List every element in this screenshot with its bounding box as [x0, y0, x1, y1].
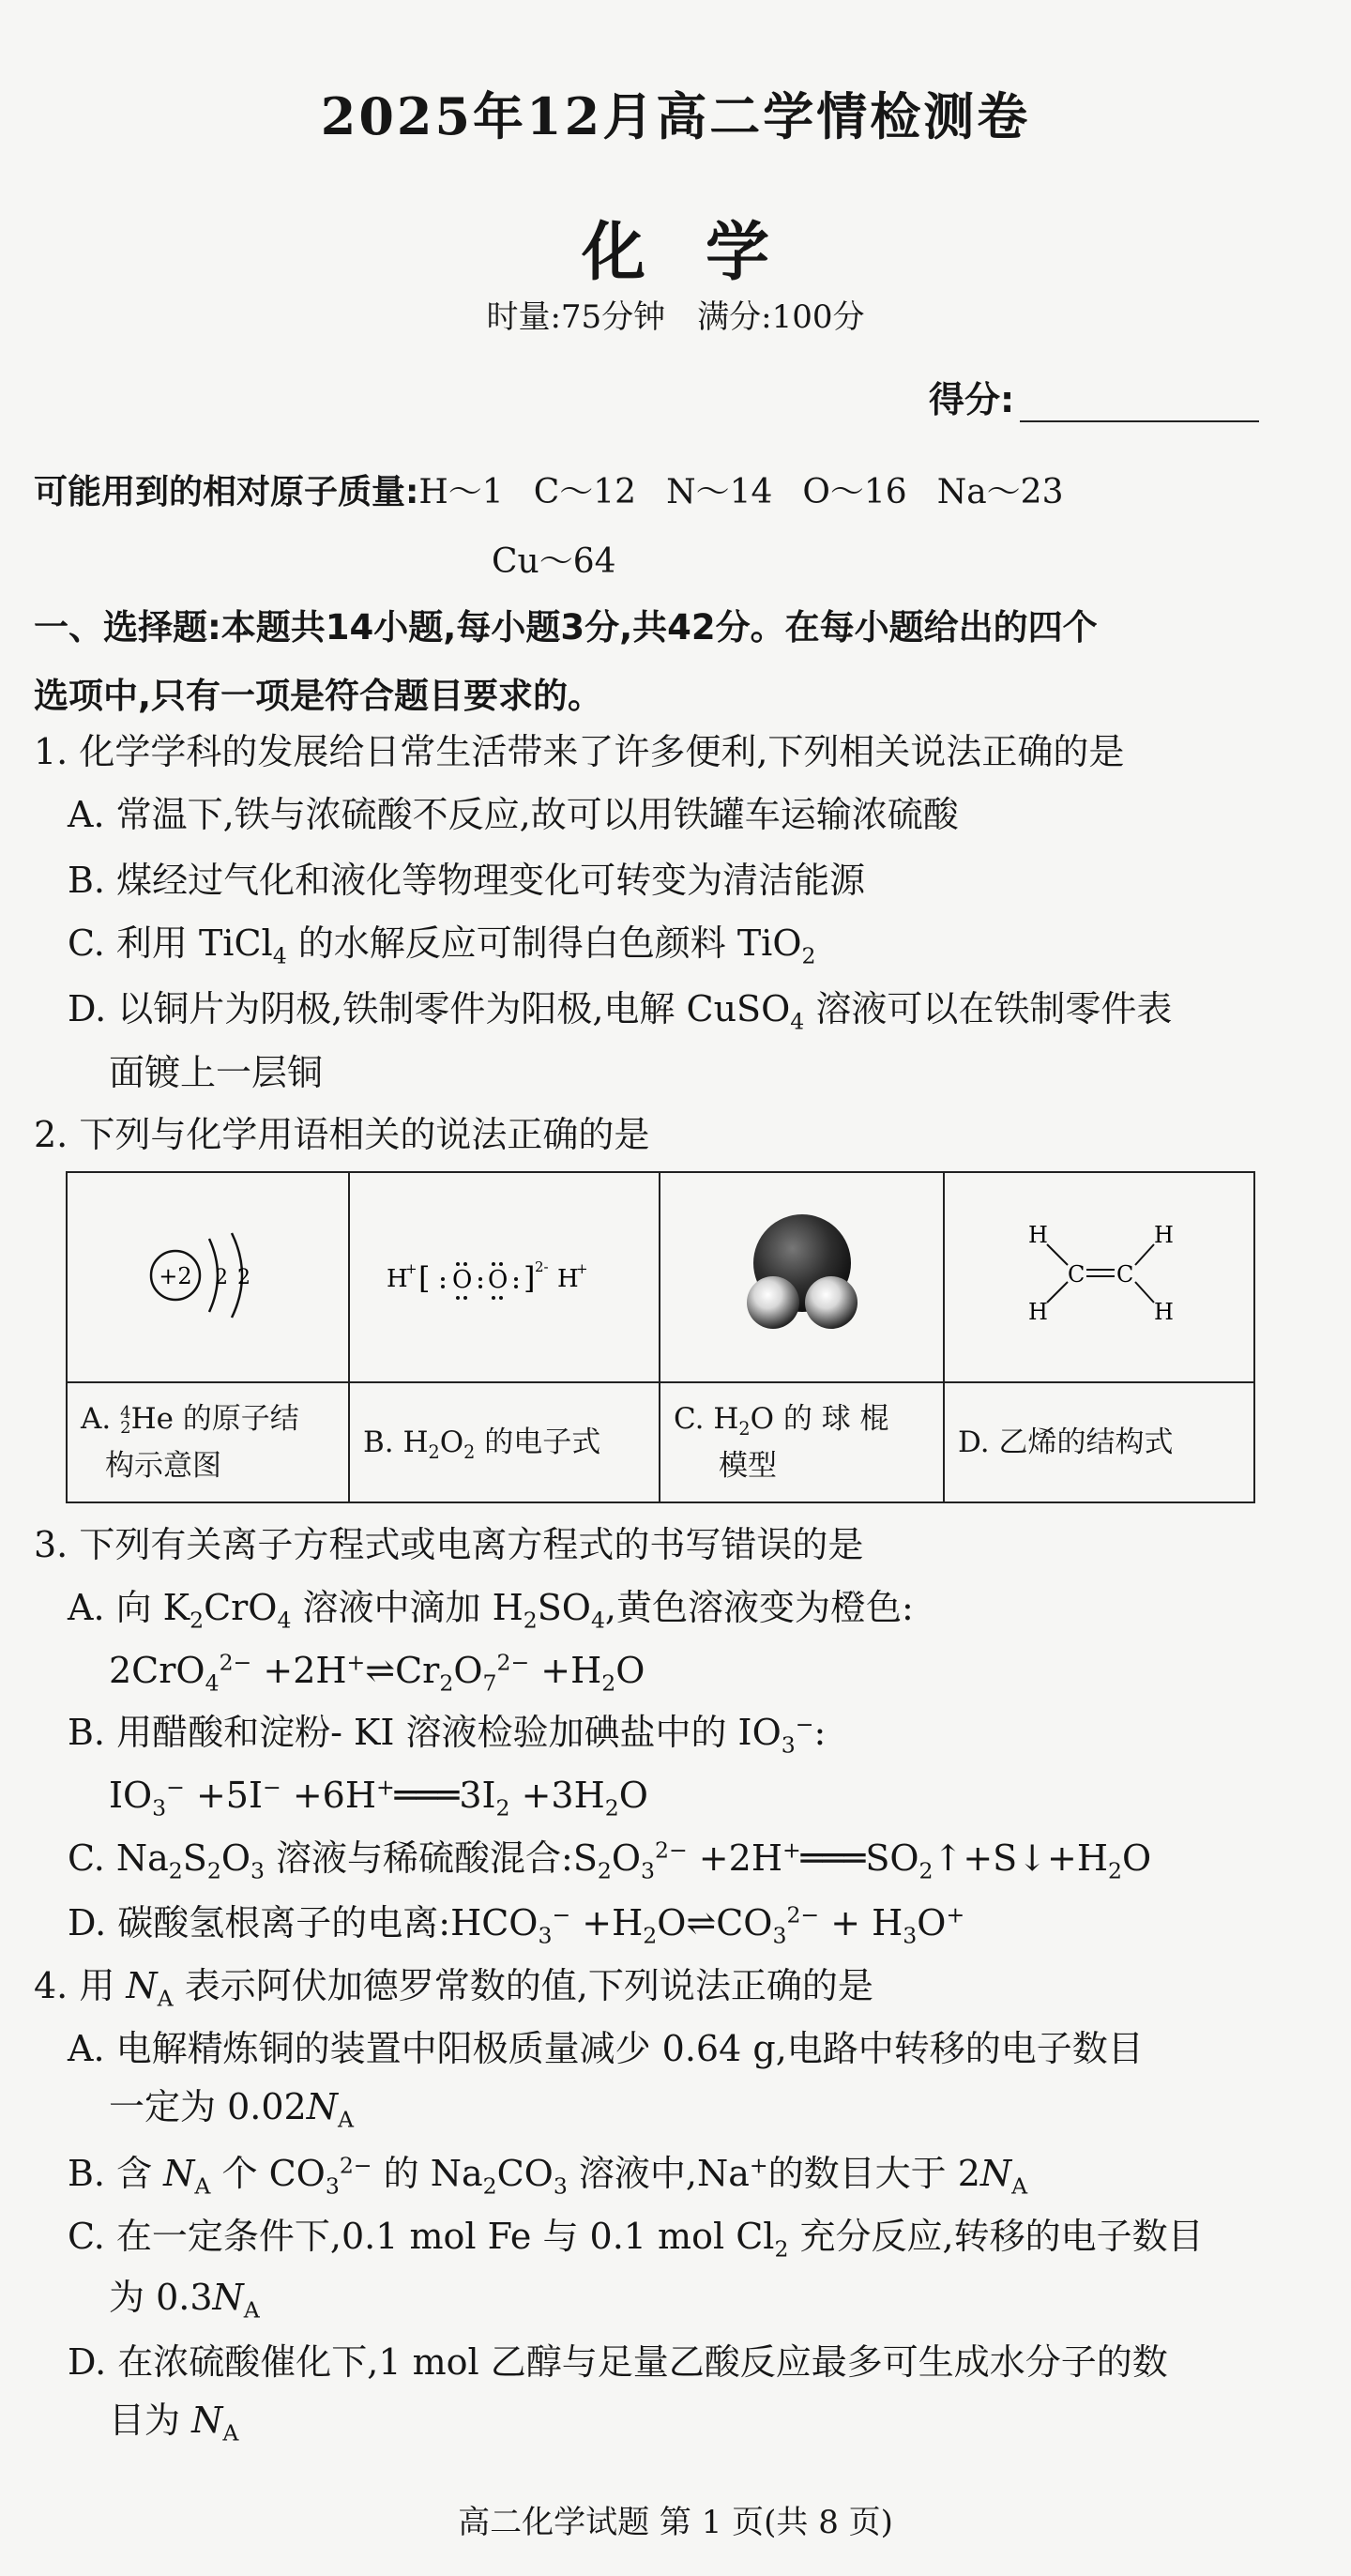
q2-stem: 2. 下列与化学用语相关的说法正确的是 — [34, 1114, 650, 1155]
svg-text:H: H — [1153, 1299, 1174, 1325]
q2-option-c: C. $H_2O$ 的 球 棍 模型 — [660, 1382, 944, 1502]
mass-na: Na～23 — [936, 473, 1064, 511]
mass-c: C～12 — [533, 473, 637, 511]
hydrogen-ball-right — [805, 1276, 858, 1329]
shell-2-electrons: 2 — [236, 1266, 250, 1289]
o-atom-2: O — [487, 1266, 508, 1294]
hydrogen-ball-left — [747, 1276, 799, 1329]
time-info: 时量:75分钟 满分:100分 — [486, 298, 865, 336]
q1-option-b: B. 煤经过气化和液化等物理变化可转变为清洁能源 — [68, 860, 866, 901]
o-atom-1: O — [451, 1266, 472, 1294]
q2-option-b: B. $H_2O_2$ 的电子式 — [349, 1382, 660, 1502]
equals-arrow: ═══ — [394, 1775, 460, 1816]
q4-option-b: B. 含 $N_A$ 个 $CO_3^{2-}$ 的 $Na_2CO_3$ 溶液中,Na+的数目大于 $2N_A$ — [68, 2152, 1028, 2200]
section-heading-line1: 一、选择题:本题共14小题,每小题3分,共42分。在每小题给出的四个 — [34, 607, 1098, 648]
score-label: 得分: — [929, 379, 1015, 420]
h-right: H — [556, 1265, 579, 1293]
he-atom-structure-diagram — [147, 1224, 269, 1327]
q4-stem: 4. 用 $N_A$ 表示阿伏加德罗常数的值,下列说法正确的是 — [34, 1965, 873, 2012]
q3-stem: 3. 下列有关离子方程式或电离方程式的书写错误的是 — [34, 1524, 864, 1565]
q4-option-a-cont: 一定为 $0.02N_A$ — [109, 2086, 354, 2133]
section-heading — [34, 593, 1319, 730]
h2o-model-cell — [660, 1172, 944, 1382]
q2-option-a: A. 4 2He 的原子结 构示意图 — [67, 1382, 349, 1502]
svg-text:H: H — [1027, 1222, 1048, 1248]
q3-option-b: B. 用醋酸和淀粉- KI 溶液检验加碘盐中的 $IO_3^-$: — [68, 1711, 827, 1759]
page-footer: 高二化学试题 第 1 页(共 8 页) — [458, 2504, 893, 2541]
mass-n: N～14 — [666, 473, 773, 511]
bracket-charge: 2- — [534, 1258, 549, 1275]
subject-title: 化学 — [581, 215, 829, 290]
score-field — [929, 371, 1259, 422]
mass-cu: Cu～64 — [492, 542, 616, 581]
h2o2-electron-formula — [383, 1238, 627, 1313]
q2-table — [66, 1171, 1255, 1503]
atomic-masses — [34, 458, 1064, 597]
mass-h: H～1 — [418, 473, 504, 511]
q3-option-c: C. $Na_2S_2O_3$ 溶液与稀硫酸混合$:S_2O_3^{2-}$ $+2H^+═══SO_2↑+S↓+H_2O$ — [68, 1837, 1152, 1884]
q4-option-c-cont: 为 $0.3N_A$ — [109, 2277, 260, 2324]
atomic-masses-label: 可能用到的相对原子质量: — [34, 473, 419, 511]
reversible-arrow: ⇌ — [365, 1650, 396, 1691]
mass-o: O～16 — [802, 473, 907, 511]
svg-text:H: H — [1153, 1222, 1174, 1248]
h2o2-electron-formula-cell — [349, 1172, 660, 1382]
q3-option-b-equation: $IO_3^- +5I^-$ $+6H^+═══3I_2 +3H_2O$ — [109, 1774, 648, 1821]
ethylene-structural-formula — [1015, 1214, 1184, 1336]
q1-option-d-cont: 面镀上一层铜 — [109, 1052, 324, 1093]
q1-stem: 1. 化学学科的发展给日常生活带来了许多便利,下列相关说法正确的是 — [34, 731, 1125, 772]
q1-option-c: C. 利用 TiCl$_4$ 的水解反应可制得白色颜料 TiO$_2$ — [68, 922, 816, 969]
q1-option-a: A. 常温下,铁与浓硫酸不反应,故可以用铁罐车运输浓硫酸 — [68, 794, 959, 835]
svg-text:[: [ — [417, 1260, 430, 1296]
q3-option-a: A. 向 $K_2CrO_4$ 溶液中滴加 $H_2SO_4$,黄色溶液变为橙色: — [68, 1587, 914, 1634]
ethylene-formula-cell — [944, 1172, 1254, 1382]
q4-option-c: C. 在一定条件下,0.1 mol Fe 与 0.1 mol $Cl_2$ 充分反应,转移的电子数目 — [68, 2216, 1204, 2263]
nucleus-charge: +2 — [158, 1263, 192, 1289]
shell-1-electrons: 2 — [214, 1266, 228, 1289]
q2-option-d: D. 乙烯的结构式 — [944, 1382, 1254, 1502]
carbon-right: C — [1116, 1261, 1133, 1288]
h-left-charge: + — [404, 1260, 417, 1277]
score-blank[interactable] — [1020, 385, 1259, 422]
q4-option-d-cont: 目为 $N_A$ — [109, 2400, 239, 2446]
svg-text:]: ] — [523, 1260, 535, 1296]
q4-option-a: A. 电解精炼铜的装置中阳极质量减少 0.64 g,电路中转移的电子数目 — [68, 2028, 1144, 2069]
h-right-charge: + — [575, 1260, 588, 1277]
section-heading-line2: 选项中,只有一项是符合题目要求的。 — [34, 676, 603, 716]
q3-option-d: D. 碳酸氢根离子的电离$:HCO_3^-$ $+H_2O\rightleftharpoons CO_3^{2-} + H_3O^+$ — [68, 1901, 965, 1949]
q1-option-d: D. 以铜片为阴极,铁制零件为阳极,电解 CuSO$_4$ 溶液可以在铁制零件表 — [68, 988, 1173, 1035]
carbon-left: C — [1067, 1261, 1085, 1288]
exam-title: 2025年12月高二学情检测卷 — [320, 86, 1031, 146]
he-atom-diagram-cell — [67, 1172, 349, 1382]
q4-option-d: D. 在浓硫酸催化下,1 mol 乙醇与足量乙酸反应最多可生成水分子的数 — [68, 2341, 1168, 2383]
h2o-ball-model — [732, 1205, 873, 1346]
q3-option-a-equation: $2CrO_4^{2-} +2H^+\rightleftharpoons Cr_2O_7^{2-} +H_2O$ — [109, 1649, 645, 1697]
h-left: H — [386, 1265, 408, 1293]
svg-text:H: H — [1027, 1299, 1048, 1325]
